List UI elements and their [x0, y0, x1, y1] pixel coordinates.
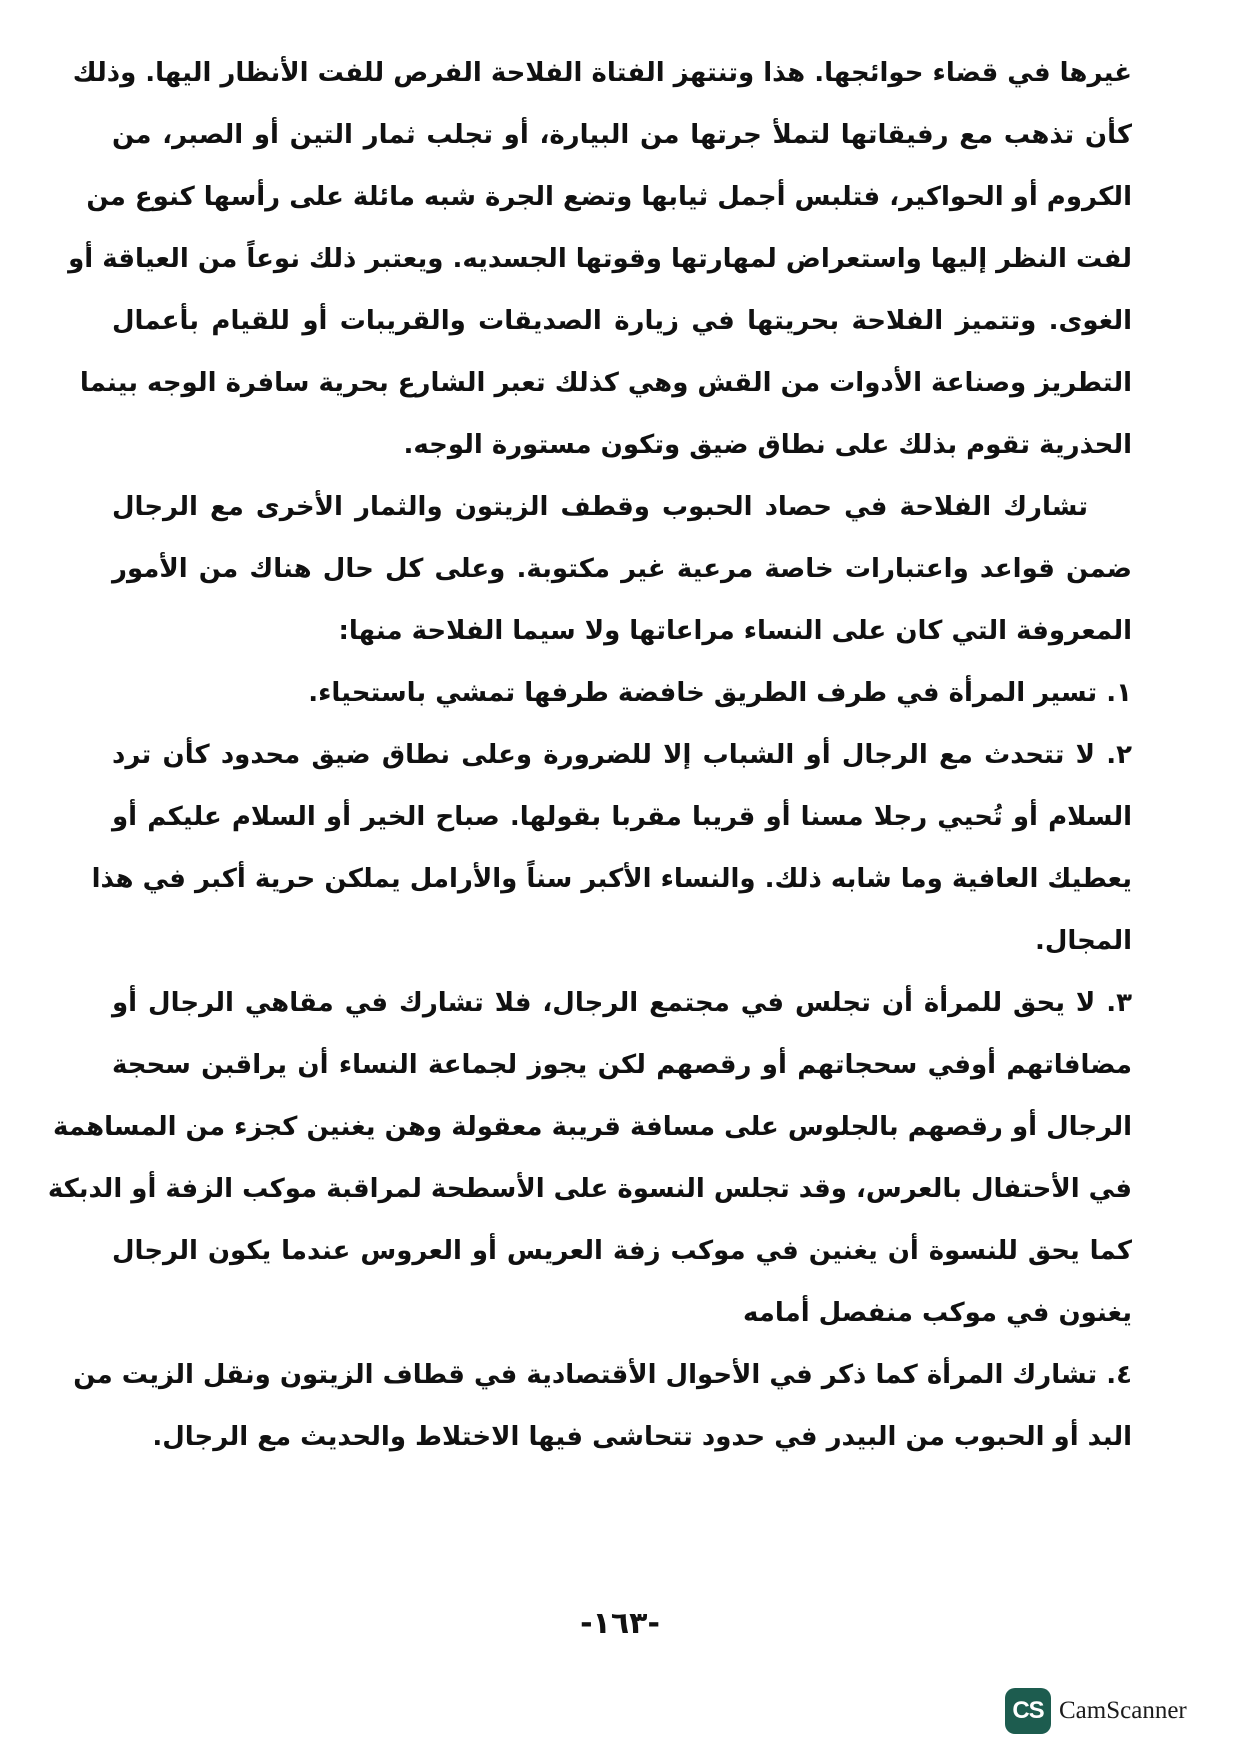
page-number: -١٦٣-: [580, 1606, 660, 1641]
paragraph-end-line: يغنون في موكب منفصل أمامه: [742, 1298, 1132, 1328]
text-line: مضافاتهم أوفي سحجاتهم أو رقصهم لكن يجوز لجماعة النساء أن يراقبن سحجة: [112, 1050, 1132, 1080]
text-line: يعطيك العافية وما شابه ذلك. والنساء الأكبر سناً والأرامل يملكن حرية أكبر في هذا: [91, 864, 1132, 894]
list-item-1: ١. تسير المرأة في طرف الطريق خافضة طرفها تمشي باستحياء.: [308, 678, 1132, 708]
paragraph-end-line: المعروفة التي كان على النساء مراعاتها ولا سيما الفلاحة منها:: [338, 616, 1132, 646]
text-line: غيرها في قضاء حوائجها. هذا وتنتهز الفتاة الفلاحة الفرص للفت الأنظار اليها. وذلك: [72, 58, 1132, 88]
paragraph-end-line: الحذرية تقوم بذلك على نطاق ضيق وتكون مستورة الوجه.: [403, 430, 1132, 460]
document-body: [47, 42, 1132, 1468]
list-item-4: ٤. تشارك المرأة كما ذكر في الأحوال الأقتصادية في قطاف الزيتون ونقل الزيت من: [73, 1360, 1132, 1390]
camscanner-watermark: [1005, 1688, 1187, 1734]
paragraph-start-line: تشارك الفلاحة في حصاد الحبوب وقطف الزيتون والثمار الأخرى مع الرجال: [112, 492, 1088, 522]
text-line: الكروم أو الحواكير، فتلبس أجمل ثيابها وتضع الجرة شبه مائلة على رأسها كنوع من: [86, 182, 1132, 212]
text-line: كأن تذهب مع رفيقاتها لتملأ جرتها من البيارة، أو تجلب ثمار التين أو الصبر، من: [112, 120, 1132, 150]
camscanner-logo-icon: CS: [1005, 1688, 1051, 1734]
list-item-2: ٢. لا تتحدث مع الرجال أو الشباب إلا للضرورة وعلى نطاق ضيق محدود كأن ترد: [112, 740, 1132, 770]
text-line: في الأحتفال بالعرس، وقد تجلس النسوة على الأسطحة لمراقبة موكب الزفة أو الدبكة: [47, 1174, 1132, 1204]
text-line: الغوى. وتتميز الفلاحة بحريتها في زيارة الصديقات والقريبات أو للقيام بأعمال: [112, 306, 1132, 336]
text-line: كما يحق للنسوة أن يغنين في موكب زفة العريس أو العروس عندما يكون الرجال: [112, 1236, 1132, 1266]
text-line: السلام أو تُحيي رجلا مسنا أو قريبا مقربا بقولها. صباح الخير أو السلام عليكم أو: [112, 802, 1132, 832]
watermark-text: CamScanner: [1059, 1697, 1187, 1724]
text-line: التطريز وصناعة الأدوات من القش وهي كذلك تعبر الشارع بحرية سافرة الوجه بينما: [79, 368, 1132, 398]
paragraph-end-line: البد أو الحبوب من البيدر في حدود تتحاشى فيها الاختلاط والحديث مع الرجال.: [152, 1422, 1132, 1452]
list-item-3: ٣. لا يحق للمرأة أن تجلس في مجتمع الرجال، فلا تشارك في مقاهي الرجال أو: [112, 988, 1132, 1018]
text-line: لفت النظر إليها واستعراض لمهارتها وقوتها الجسديه. ويعتبر ذلك نوعاً من العياقة أو: [68, 244, 1132, 274]
paragraph-end-line: المجال.: [1034, 926, 1132, 956]
text-line: الرجال أو رقصهم بالجلوس على مسافة قريبة معقولة وهن يغنين كجزء من المساهمة: [52, 1112, 1132, 1142]
text-line: ضمن قواعد واعتبارات خاصة مرعية غير مكتوبة. وعلى كل حال هناك من الأمور: [112, 554, 1132, 584]
